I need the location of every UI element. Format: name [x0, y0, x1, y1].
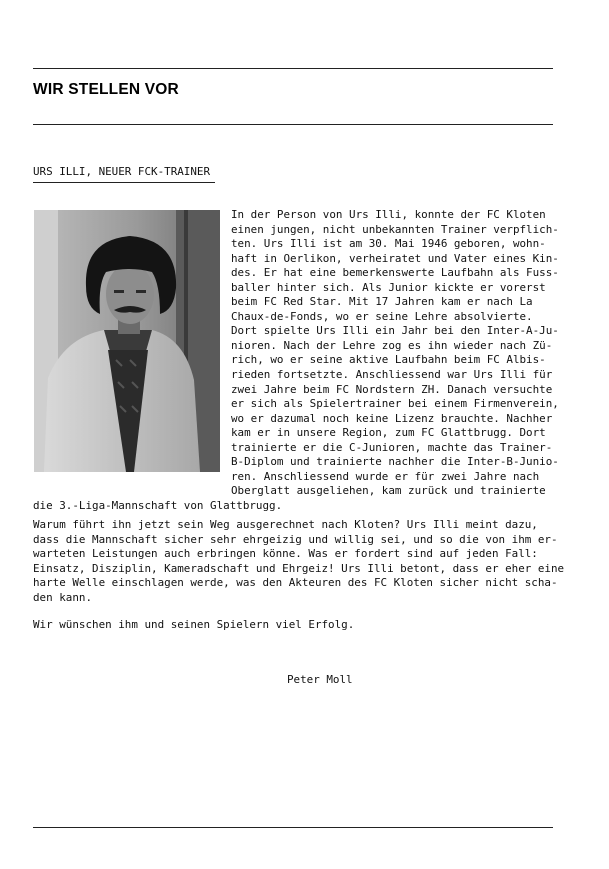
paragraph-1-line: In der Person von Urs Illi, konnte der FC Kloten: [231, 208, 546, 221]
paragraph-1-line: nioren. Nach der Lehre zog es ihn wieder nach Zü-: [231, 338, 553, 352]
paragraph-1-line: kam er in unsere Region, zum FC Glattbrugg. Dort: [231, 426, 546, 440]
closing-line: Wir wünschen ihm und seinen Spielern viel Erfolg.: [33, 618, 355, 631]
paragraph-1-line: rieden fortsetzte. Anschliessend war Urs Illi für: [231, 368, 553, 382]
paragraph-2-line: Einsatz, Disziplin, Kameradschaft und Ehrgeiz! Urs Illi betont, dass er eher eine: [33, 561, 565, 575]
article-body: [33, 208, 573, 513]
paragraph-2-line: Warum führt ihn jetzt sein Weg ausgerechnet nach Kloten? Urs Illi meint dazu,: [33, 518, 538, 531]
paragraph-1-line: haft in Oerlikon, verheiratet und Vater eines Kin-: [231, 251, 559, 265]
article-headline: URS ILLI, NEUER FCK-TRAINER: [33, 165, 215, 183]
paragraph-1-line: ren. Anschliessend wurde er für zwei Jahre nach: [231, 469, 540, 483]
paragraph-1-line: beim FC Red Star. Mit 17 Jahren kam er nach La: [231, 295, 533, 309]
paragraph-1-line: rich, wo er seine aktive Laufbahn beim FC Albis-: [231, 353, 546, 367]
paragraph-1-line: wo er dazumal noch keine Lizenz brauchte. Nachher: [231, 411, 553, 425]
paragraph-1-line: einen jungen, nicht unbekannten Trainer verpflich-: [231, 222, 559, 236]
author-signature: Peter Moll: [287, 673, 353, 686]
paragraph-1-line: trainierte er die C-Junioren, machte das Trainer-: [231, 440, 553, 454]
paragraph-1-last-line: die 3.-Liga-Mannschaft von Glattbrugg.: [33, 498, 283, 512]
paragraph-1-line: des. Er hat eine bemerkenswerte Laufbahn als Fuss-: [231, 266, 559, 280]
paragraph-1-line: er sich als Spielertrainer bei einem Firmenverein,: [231, 397, 559, 411]
paragraph-1-line: B-Diplom und trainierte nachher die Inter-B-Junio-: [231, 455, 559, 469]
section-title: WIR STELLEN VOR: [33, 81, 179, 98]
paragraph-1-line: zwei Jahre beim FC Nordstern ZH. Danach versuchte: [231, 382, 553, 396]
paragraph-1-line: ten. Urs Illi ist am 30. Mai 1946 geboren, wohn-: [231, 237, 546, 251]
paragraph-2: [33, 518, 573, 605]
top-rule: [33, 68, 553, 69]
paragraph-2-line: dass die Mannschaft sicher sehr ehrgeizig und willig sei, und so die von ihm er-: [33, 532, 558, 546]
paragraph-1-line: Oberglatt ausgeliehen, kam zurück und trainierte: [231, 484, 546, 498]
paragraph-1-line: baller hinter sich. Als Junior kickte er vorerst: [231, 280, 546, 294]
paragraph-2-line: den kann.: [33, 590, 93, 604]
paragraph-1-line: Dort spielte Urs Illi ein Jahr bei den Inter-A-Ju-: [231, 324, 559, 338]
paragraph-2-line: warteten Leistungen auch erbringen könne. Was er fordert sind auf jeden Fall:: [33, 547, 538, 561]
paragraph-2-line: harte Welle einschlagen werde, was den Akteuren des FC Kloten sicher nicht scha-: [33, 576, 558, 590]
bottom-rule: [33, 827, 553, 828]
paragraph-1-line: Chaux-de-Fonds, wo er seine Lehre absolvierte.: [231, 309, 533, 323]
closing-paragraph: [33, 618, 573, 633]
title-underline-rule: [33, 124, 553, 125]
